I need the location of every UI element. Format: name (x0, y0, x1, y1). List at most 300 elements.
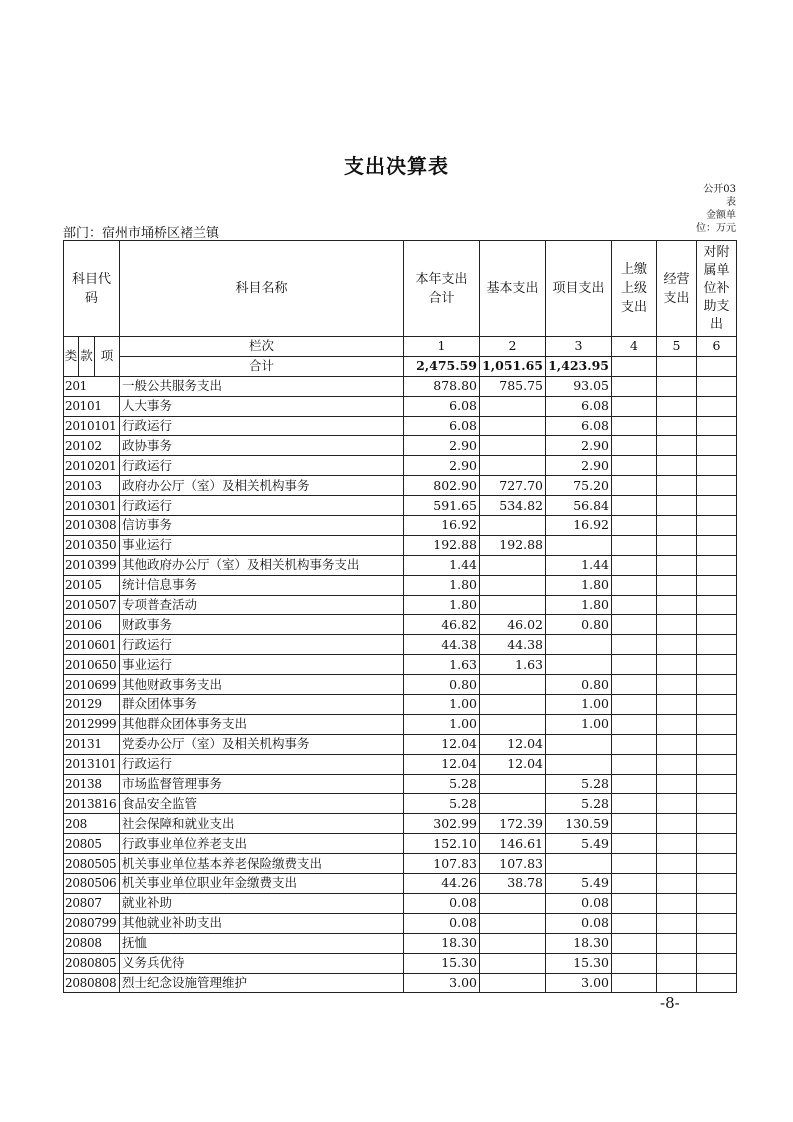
row-basic: 44.38 (480, 635, 546, 655)
row-basic: 146.61 (480, 834, 546, 854)
row-code: 2010399 (64, 555, 120, 575)
row-subsidy (697, 555, 737, 575)
row-subsidy (697, 973, 737, 993)
row-subsidy (697, 734, 737, 754)
row-upper (612, 973, 657, 993)
row-total: 1.63 (404, 655, 480, 675)
row-project: 1.00 (546, 695, 612, 715)
row-business (657, 496, 697, 516)
row-project: 15.30 (546, 953, 612, 973)
row-basic: 12.04 (480, 734, 546, 754)
row-subsidy (697, 834, 737, 854)
table-row (64, 695, 737, 715)
row-total: 591.65 (404, 496, 480, 516)
row-name: 烈士纪念设施管理维护 (120, 973, 404, 993)
row-business (657, 913, 697, 933)
row-basic: 192.88 (480, 535, 546, 555)
header-project: 项目支出 (546, 241, 612, 337)
row-total: 6.08 (404, 416, 480, 436)
row-business (657, 635, 697, 655)
row-basic: 727.70 (480, 476, 546, 496)
row-subsidy (697, 516, 737, 536)
row-project (546, 655, 612, 675)
row-basic (480, 675, 546, 695)
row-total: 2.90 (404, 436, 480, 456)
row-name: 政府办公厅（室）及相关机构事务 (120, 476, 404, 496)
row-subsidy (697, 376, 737, 396)
row-basic (480, 595, 546, 615)
row-business (657, 973, 697, 993)
column-no-4: 4 (612, 337, 657, 357)
total-row (64, 356, 737, 376)
table-row (64, 854, 737, 874)
row-code: 2080805 (64, 953, 120, 973)
row-project: 56.84 (546, 496, 612, 516)
row-basic (480, 953, 546, 973)
row-total: 2.90 (404, 456, 480, 476)
row-basic (480, 396, 546, 416)
row-name: 行政运行 (120, 496, 404, 516)
row-basic (480, 893, 546, 913)
row-basic (480, 516, 546, 536)
row-total: 1.80 (404, 595, 480, 615)
row-name: 行政运行 (120, 416, 404, 436)
row-total: 0.08 (404, 893, 480, 913)
row-total: 802.90 (404, 476, 480, 496)
header-row (64, 241, 737, 337)
row-total: 0.08 (404, 913, 480, 933)
row-project: 3.00 (546, 973, 612, 993)
row-name: 信访事务 (120, 516, 404, 536)
total-label: 合计 (120, 356, 404, 376)
table-row (64, 615, 737, 635)
table-row (64, 436, 737, 456)
row-basic: 1.63 (480, 655, 546, 675)
row-name: 其他政府办公厅（室）及相关机构事务支出 (120, 555, 404, 575)
page-number: -8- (660, 994, 680, 1012)
row-subsidy (697, 874, 737, 894)
row-basic (480, 695, 546, 715)
row-name: 行政运行 (120, 635, 404, 655)
row-name: 抚恤 (120, 933, 404, 953)
table-row (64, 794, 737, 814)
table-row (64, 456, 737, 476)
row-total: 107.83 (404, 854, 480, 874)
row-name: 其他群众团体事务支出 (120, 714, 404, 734)
row-name: 一般公共服务支出 (120, 376, 404, 396)
row-project: 5.49 (546, 834, 612, 854)
row-upper (612, 456, 657, 476)
row-project: 6.08 (546, 416, 612, 436)
row-name: 事业运行 (120, 655, 404, 675)
row-subsidy (697, 814, 737, 834)
row-business (657, 516, 697, 536)
row-total: 44.26 (404, 874, 480, 894)
row-upper (612, 893, 657, 913)
row-code: 2010308 (64, 516, 120, 536)
table-row (64, 754, 737, 774)
header-basic: 基本支出 (480, 241, 546, 337)
row-code: 2013816 (64, 794, 120, 814)
row-code: 20105 (64, 575, 120, 595)
row-business (657, 754, 697, 774)
header-name: 科目名称 (120, 241, 404, 337)
row-project (546, 734, 612, 754)
row-subsidy (697, 575, 737, 595)
row-project: 0.80 (546, 615, 612, 635)
row-upper (612, 695, 657, 715)
row-total: 44.38 (404, 635, 480, 655)
unit-label: 金额单位：万元 (696, 210, 736, 234)
row-business (657, 535, 697, 555)
table-row (64, 476, 737, 496)
row-name: 义务兵优待 (120, 953, 404, 973)
row-code: 20138 (64, 774, 120, 794)
row-project: 18.30 (546, 933, 612, 953)
table-row (64, 496, 737, 516)
row-upper (612, 874, 657, 894)
row-subsidy (697, 476, 737, 496)
row-name: 食品安全监管 (120, 794, 404, 814)
table-row (64, 516, 737, 536)
row-basic (480, 794, 546, 814)
total-business (657, 356, 697, 376)
table-row (64, 933, 737, 953)
row-project: 6.08 (546, 396, 612, 416)
row-upper (612, 376, 657, 396)
table-row (64, 575, 737, 595)
row-subsidy (697, 615, 737, 635)
table-row (64, 595, 737, 615)
row-subsidy (697, 913, 737, 933)
row-code: 2012999 (64, 714, 120, 734)
row-subsidy (697, 695, 737, 715)
department-label: 部门： (63, 226, 103, 241)
row-business (657, 854, 697, 874)
row-name: 专项普查活动 (120, 595, 404, 615)
column-no-1: 1 (404, 337, 480, 357)
row-project: 1.80 (546, 575, 612, 595)
row-business (657, 933, 697, 953)
row-upper (612, 953, 657, 973)
row-code: 2013101 (64, 754, 120, 774)
row-business (657, 834, 697, 854)
row-upper (612, 555, 657, 575)
row-code: 208 (64, 814, 120, 834)
row-basic: 12.04 (480, 754, 546, 774)
row-project: 16.92 (546, 516, 612, 536)
row-business (657, 874, 697, 894)
row-project: 1.44 (546, 555, 612, 575)
row-subsidy (697, 774, 737, 794)
row-business (657, 655, 697, 675)
header-kuan: 款 (79, 337, 95, 377)
row-name: 社会保障和就业支出 (120, 814, 404, 834)
row-name: 其他财政事务支出 (120, 675, 404, 695)
row-project: 0.80 (546, 675, 612, 695)
total-project: 1,423.95 (546, 356, 612, 376)
row-upper (612, 794, 657, 814)
row-subsidy (697, 535, 737, 555)
row-subsidy (697, 675, 737, 695)
row-code: 20808 (64, 933, 120, 953)
row-upper (612, 436, 657, 456)
row-business (657, 595, 697, 615)
row-name: 就业补助 (120, 893, 404, 913)
column-no-5: 5 (657, 337, 697, 357)
row-project (546, 754, 612, 774)
row-subsidy (697, 396, 737, 416)
row-business (657, 714, 697, 734)
row-upper (612, 655, 657, 675)
row-business (657, 893, 697, 913)
row-basic (480, 973, 546, 993)
row-name: 市场监督管理事务 (120, 774, 404, 794)
row-subsidy (697, 595, 737, 615)
row-total: 16.92 (404, 516, 480, 536)
table-row (64, 416, 737, 436)
row-subsidy (697, 854, 737, 874)
row-upper (612, 774, 657, 794)
row-basic (480, 575, 546, 595)
row-name: 机关事业单位基本养老保险缴费支出 (120, 854, 404, 874)
row-total: 302.99 (404, 814, 480, 834)
row-project: 2.90 (546, 456, 612, 476)
column-number-row (64, 337, 737, 357)
row-name: 行政事业单位养老支出 (120, 834, 404, 854)
row-basic: 534.82 (480, 496, 546, 516)
row-upper (612, 635, 657, 655)
row-subsidy (697, 496, 737, 516)
row-subsidy (697, 794, 737, 814)
row-code: 2010201 (64, 456, 120, 476)
row-total: 5.28 (404, 794, 480, 814)
row-business (657, 436, 697, 456)
row-subsidy (697, 635, 737, 655)
row-business (657, 555, 697, 575)
row-total: 1.00 (404, 695, 480, 715)
row-upper (612, 913, 657, 933)
row-business (657, 615, 697, 635)
row-basic: 107.83 (480, 854, 546, 874)
table-row (64, 655, 737, 675)
row-project: 2.90 (546, 436, 612, 456)
row-basic: 172.39 (480, 814, 546, 834)
header-subsidy: 对附属单位补助支出 (697, 241, 737, 337)
header-total: 本年支出合计 (404, 241, 480, 337)
row-business (657, 734, 697, 754)
row-basic (480, 555, 546, 575)
row-name: 群众团体事务 (120, 695, 404, 715)
row-upper (612, 834, 657, 854)
row-total: 1.44 (404, 555, 480, 575)
row-code: 2010601 (64, 635, 120, 655)
row-subsidy (697, 953, 737, 973)
row-subsidy (697, 436, 737, 456)
row-name: 政协事务 (120, 436, 404, 456)
row-name: 事业运行 (120, 535, 404, 555)
table-row (64, 893, 737, 913)
row-code: 20103 (64, 476, 120, 496)
row-name: 行政运行 (120, 456, 404, 476)
row-name: 机关事业单位职业年金缴费支出 (120, 874, 404, 894)
table-row (64, 396, 737, 416)
row-business (657, 953, 697, 973)
row-upper (612, 595, 657, 615)
row-project (546, 635, 612, 655)
row-basic (480, 416, 546, 436)
row-project: 75.20 (546, 476, 612, 496)
row-upper (612, 416, 657, 436)
row-total: 152.10 (404, 834, 480, 854)
row-project: 5.28 (546, 794, 612, 814)
row-business (657, 814, 697, 834)
row-basic: 38.78 (480, 874, 546, 894)
table-row (64, 675, 737, 695)
row-subsidy (697, 933, 737, 953)
row-subsidy (697, 416, 737, 436)
form-number-and-unit (696, 183, 736, 235)
department-name: 宿州市埇桥区褚兰镇 (102, 226, 220, 241)
row-code: 2080506 (64, 874, 120, 894)
row-upper (612, 615, 657, 635)
table-row (64, 834, 737, 854)
row-total: 3.00 (404, 973, 480, 993)
row-business (657, 396, 697, 416)
row-upper (612, 516, 657, 536)
row-business (657, 575, 697, 595)
row-total: 1.80 (404, 575, 480, 595)
table-row (64, 555, 737, 575)
row-code: 20805 (64, 834, 120, 854)
row-business (657, 675, 697, 695)
row-upper (612, 854, 657, 874)
department-line (63, 222, 219, 241)
row-basic: 785.75 (480, 376, 546, 396)
row-business (657, 456, 697, 476)
column-no-3: 3 (546, 337, 612, 357)
column-no-2: 2 (480, 337, 546, 357)
row-code: 2080808 (64, 973, 120, 993)
row-project: 130.59 (546, 814, 612, 834)
row-code: 20131 (64, 734, 120, 754)
row-total: 15.30 (404, 953, 480, 973)
row-code: 2010699 (64, 675, 120, 695)
total-subsidy (697, 356, 737, 376)
row-subsidy (697, 754, 737, 774)
row-code: 2010650 (64, 655, 120, 675)
row-code: 20106 (64, 615, 120, 635)
row-name: 其他就业补助支出 (120, 913, 404, 933)
form-number: 公开03表 (703, 184, 736, 208)
row-business (657, 774, 697, 794)
row-basic (480, 436, 546, 456)
row-basic (480, 456, 546, 476)
table-row (64, 913, 737, 933)
row-project: 93.05 (546, 376, 612, 396)
row-business (657, 476, 697, 496)
expenditure-table (63, 240, 737, 993)
row-upper (612, 754, 657, 774)
row-upper (612, 933, 657, 953)
column-no-6: 6 (697, 337, 737, 357)
row-project: 5.49 (546, 874, 612, 894)
row-upper (612, 734, 657, 754)
row-subsidy (697, 893, 737, 913)
table-row (64, 874, 737, 894)
row-code: 2010101 (64, 416, 120, 436)
row-total: 18.30 (404, 933, 480, 953)
row-basic (480, 714, 546, 734)
row-basic (480, 913, 546, 933)
header-lei: 类 (64, 337, 79, 377)
row-code: 20102 (64, 436, 120, 456)
row-total: 46.82 (404, 615, 480, 635)
row-total: 5.28 (404, 774, 480, 794)
row-basic: 46.02 (480, 615, 546, 635)
row-code: 2080505 (64, 854, 120, 874)
header-upper: 上缴上级支出 (612, 241, 657, 337)
row-code: 201 (64, 376, 120, 396)
row-total: 1.00 (404, 714, 480, 734)
row-total: 12.04 (404, 734, 480, 754)
table-row (64, 774, 737, 794)
row-total: 0.80 (404, 675, 480, 695)
total-upper (612, 356, 657, 376)
row-name: 党委办公厅（室）及相关机构事务 (120, 734, 404, 754)
row-code: 2010301 (64, 496, 120, 516)
table-row (64, 814, 737, 834)
row-code: 2080799 (64, 913, 120, 933)
row-basic (480, 933, 546, 953)
row-name: 统计信息事务 (120, 575, 404, 595)
total-basic: 1,051.65 (480, 356, 546, 376)
row-upper (612, 535, 657, 555)
row-total: 12.04 (404, 754, 480, 774)
row-total: 878.80 (404, 376, 480, 396)
row-project (546, 854, 612, 874)
row-upper (612, 675, 657, 695)
table-row (64, 714, 737, 734)
row-upper (612, 575, 657, 595)
row-business (657, 416, 697, 436)
row-upper (612, 396, 657, 416)
row-name: 行政运行 (120, 754, 404, 774)
row-upper (612, 814, 657, 834)
row-upper (612, 714, 657, 734)
row-basic (480, 774, 546, 794)
row-project: 1.80 (546, 595, 612, 615)
table-row (64, 734, 737, 754)
table-row (64, 635, 737, 655)
total-total: 2,475.59 (404, 356, 480, 376)
row-upper (612, 496, 657, 516)
row-business (657, 695, 697, 715)
row-code: 2010507 (64, 595, 120, 615)
header-business: 经营支出 (657, 241, 697, 337)
page-title: 支出决算表 (344, 154, 449, 178)
row-business (657, 376, 697, 396)
header-code: 科目代码 (64, 241, 120, 337)
row-business (657, 794, 697, 814)
row-project: 5.28 (546, 774, 612, 794)
table-row (64, 973, 737, 993)
row-project (546, 535, 612, 555)
row-project: 0.08 (546, 893, 612, 913)
row-project: 1.00 (546, 714, 612, 734)
table-row (64, 376, 737, 396)
row-project: 0.08 (546, 913, 612, 933)
